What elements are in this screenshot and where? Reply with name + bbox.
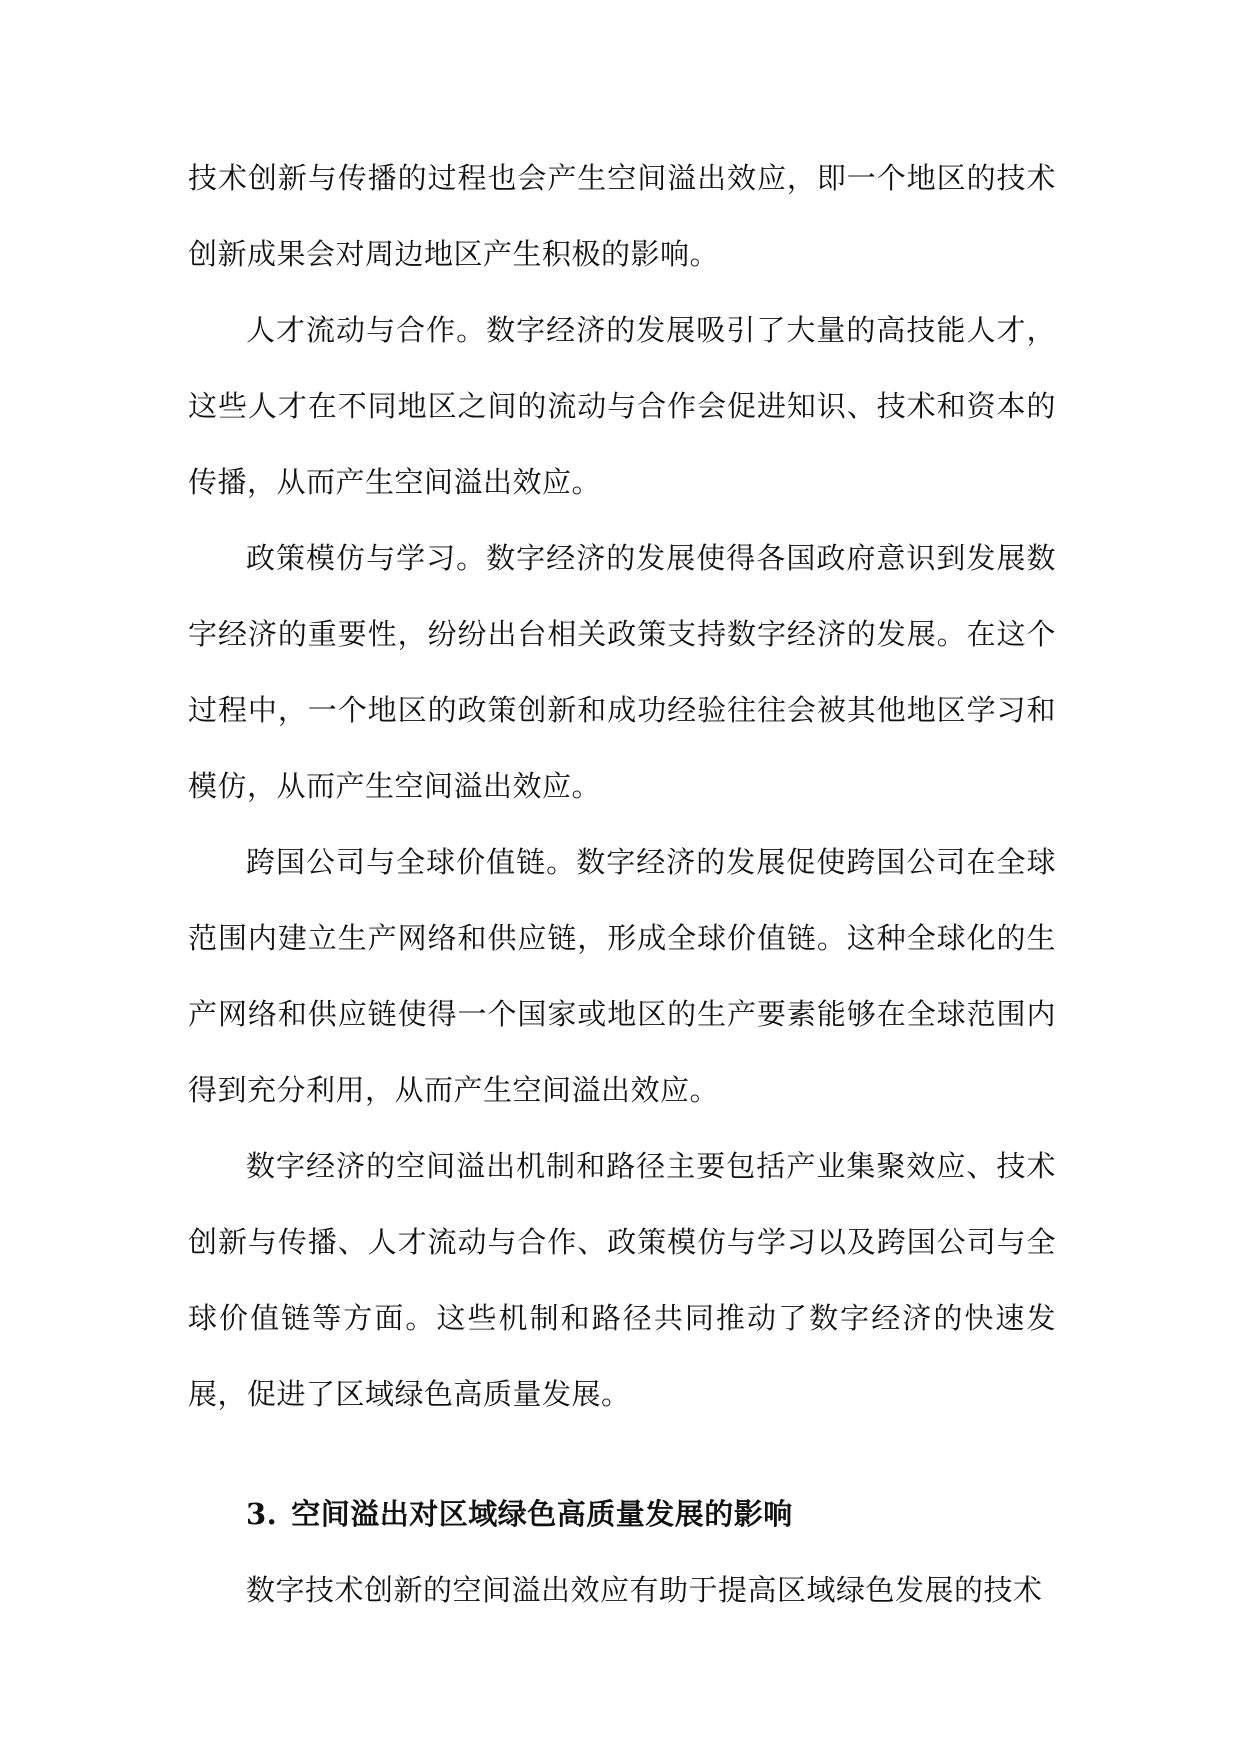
section-title: 空间溢出对区域绿色高质量发展的影响 bbox=[291, 1497, 793, 1531]
paragraph-continuation: 技术创新与传播的过程也会产生空间溢出效应，即一个地区的技术创新成果会对周边地区产生积极的影响。 bbox=[188, 161, 1056, 271]
paragraph-multinational: 跨国公司与全球价值链。数字经济的发展促使跨国公司在全球范围内建立生产网络和供应链，形成全球价值链。这种全球化的生产网络和供应链使得一个国家或地区的生产要素能够在全球范围内得到充分利用，从而产生空间溢出效应。 bbox=[188, 845, 1056, 1107]
paragraph-talent-flow: 人才流动与合作。数字经济的发展吸引了大量的高技能人才，这些人才在不同地区之间的流动与合作会促进知识、技术和资本的传播，从而产生空间溢出效应。 bbox=[188, 313, 1056, 499]
paragraph-summary: 数字经济的空间溢出机制和路径主要包括产业集聚效应、技术创新与传播、人才流动与合作、政策模仿与学习以及跨国公司与全球价值链等方面。这些机制和路径共同推动了数字经济的快速发展，促进了区域绿色高质量发展。 bbox=[188, 1149, 1056, 1411]
section-heading bbox=[188, 1476, 1056, 1552]
paragraph-final: 数字技术创新的空间溢出效应有助于提高区域绿色发展的技术 bbox=[246, 1573, 1043, 1607]
section-number: 3. bbox=[246, 1497, 278, 1531]
paragraph-policy-imitation: 政策模仿与学习。数字经济的发展使得各国政府意识到发展数字经济的重要性，纷纷出台相关政策支持数字经济的发展。在这个过程中，一个地区的政策创新和成功经验往往会被其他地区学习和模仿，从而产生空间溢出效应。 bbox=[188, 541, 1056, 803]
document-body bbox=[188, 140, 1056, 1628]
